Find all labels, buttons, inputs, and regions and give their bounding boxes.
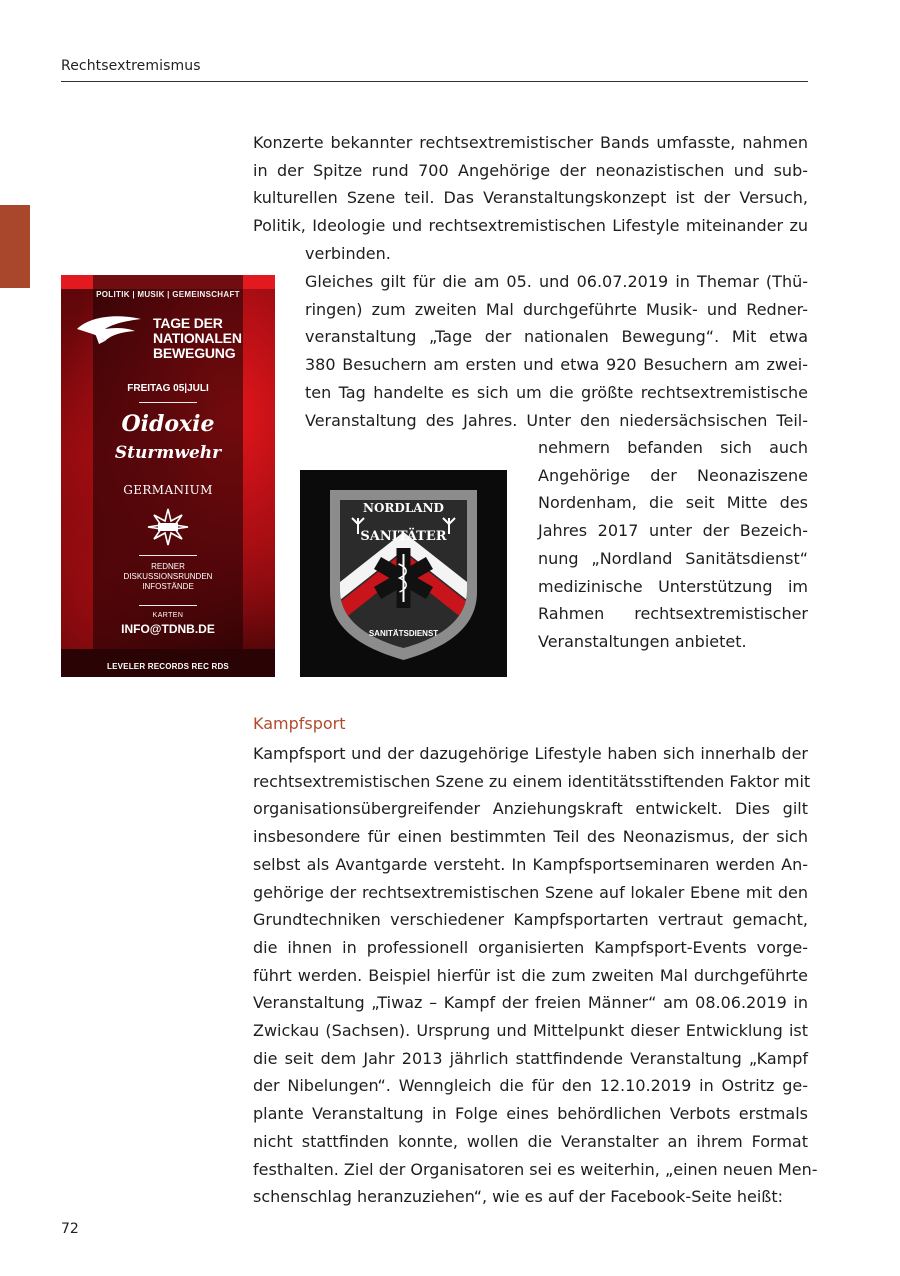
text-line: Jahres 2017 unter der Bezeich- [538, 521, 808, 541]
poster-divider [139, 605, 197, 606]
text-line: Kampfsport und der dazugehörige Lifestyle haben sich innerhalb der [253, 744, 808, 763]
event-poster-image [61, 275, 275, 677]
text-line: Politik, Ideologie und rechtsextremistischen Lifestyle miteinander zu [253, 216, 808, 236]
paragraph-themar [305, 268, 808, 434]
badge-graphic [300, 470, 507, 677]
text-line: die seit dem Jahr 2013 jährlich stattfindende Veranstaltung „Kampf [253, 1048, 808, 1068]
poster-sponsors: LEVELER RECORDS REC RDS [107, 662, 229, 671]
text-line: medizinische Unterstützung im [538, 576, 808, 596]
page-number: 72 [61, 1221, 79, 1237]
poster-rubric: POLITIK | MUSIK | GEMEINSCHAFT [96, 290, 240, 299]
poster-title-line: TAGE DER [153, 315, 223, 331]
text-line: veranstaltung „Tage der nationalen Bewegung“. Mit etwa [305, 327, 808, 347]
text-line: verbinden. [305, 244, 391, 263]
text-line: Rahmen rechtsextremistischer [538, 604, 808, 624]
paragraph-nordland [538, 434, 808, 656]
text-line: schenschlag heranzuziehen“, wie es auf der Facebook-Seite heißt: [253, 1187, 784, 1207]
poster-contact-label: KARTEN [152, 612, 184, 619]
text-line: Angehörige der Neonaziszene [538, 465, 808, 485]
poster-divider [139, 402, 197, 403]
text-line: Nordenham, die seit Mitte des [538, 493, 808, 513]
text-line: Gleiches gilt für die am 05. und 06.07.2019 in Themar (Thü- [305, 272, 808, 291]
text-line: die ihnen in professionell organisierten Kampfsport-Events vorge- [253, 937, 808, 957]
text-line: nehmern befanden sich auch [538, 438, 808, 457]
text-line: der Nibelungen“. Wenngleich die für den 12.10.2019 in Ostritz ge- [253, 1076, 808, 1096]
text-line: Veranstaltung des Jahres. Unter den niedersächsischen Teil- [305, 410, 808, 430]
poster-band: GERMANIUM [123, 483, 213, 497]
poster-title [153, 316, 263, 361]
poster-date: FREITAG 05|JULI [127, 383, 209, 394]
text-line: insbesondere für einen bestimmten Teil des Neonazismus, der sich [253, 827, 808, 847]
text-line: organisationsübergreifender Anziehungskraft entwickelt. Dies gilt [253, 799, 808, 819]
badge-bottom-text: SANITÄTSDIENST [368, 629, 439, 638]
running-head: Rechtsextremismus [61, 58, 201, 74]
text-line: kulturellen Szene teil. Das Veranstaltungskonzept ist der Versuch, [253, 188, 808, 208]
poster-program [61, 562, 275, 592]
text-line: 380 Besuchern am ersten und etwa 920 Besuchern am zwei- [305, 355, 808, 375]
text-line: Veranstaltungen anbietet. [538, 631, 747, 651]
poster-band: Oidoxie [121, 411, 215, 437]
text-line: ten Tag handelte es sich um die größte rechtsextremistische [305, 382, 808, 402]
text-line: Konzerte bekannter rechtsextremistischer Bands umfasste, nahmen [253, 133, 808, 152]
poster-program-line: REDNER [151, 562, 185, 571]
text-line: in der Spitze rund 700 Angehörige der neonazistischen und sub- [253, 160, 808, 180]
text-line: Grundtechniken verschiedener Kampfsportarten vertraut gemacht, [253, 910, 808, 930]
poster-band: Sturmwehr [114, 443, 222, 463]
nordland-badge-image [300, 470, 507, 677]
paragraph-kampfsport [253, 740, 818, 1211]
header-rule [61, 81, 808, 82]
poster-program-line: INFOSTÄNDE [142, 582, 194, 591]
text-line: gehörige der rechtsextremistischen Szene auf lokaler Ebene mit den [253, 882, 808, 902]
badge-top-text: NORDLAND [363, 501, 444, 515]
band-logo-icon [144, 507, 192, 547]
chapter-marker-tab [0, 205, 30, 288]
text-line: plante Veranstaltung in Folge eines behördlichen Verbots erstmals [253, 1104, 808, 1124]
text-line: ringen) zum zweiten Mal durchgeführte Musik- und Redner- [305, 299, 808, 319]
eagle-emblem-icon [75, 311, 143, 345]
text-line: nung „Nordland Sanitätsdienst“ [538, 548, 808, 568]
paragraph-concerts [253, 129, 808, 240]
poster-program-line: DISKUSSIONSRUNDEN [123, 572, 213, 581]
text-line: rechtsextremistischen Szene zu einem identitätsstiftenden Faktor mit [253, 771, 811, 791]
poster-title-line: NATIONALEN [153, 330, 242, 346]
text-line: festhalten. Ziel der Organisatoren sei es weiterhin, „einen neuen Men- [253, 1159, 818, 1179]
text-line: Zwickau (Sachsen). Ursprung und Mittelpunkt dieser Entwicklung ist [253, 1021, 808, 1041]
paragraph-concerts-tail [305, 240, 808, 268]
poster-title-line: BEWEGUNG [153, 345, 236, 361]
text-line: Veranstaltung „Tiwaz – Kampf der freien Männer“ am 08.06.2019 in [253, 993, 808, 1013]
poster-divider [139, 555, 197, 556]
text-line: selbst als Avantgarde versteht. In Kampfsportseminaren werden An- [253, 854, 808, 874]
poster-contact-email: INFO@TDNB.DE [121, 622, 215, 636]
text-line: führt werden. Beispiel hierfür ist die zum zweiten Mal durchgeführte [253, 965, 808, 985]
text-line: nicht stattfinden konnte, wollen die Veranstalter an ihrem Format [253, 1131, 808, 1151]
section-heading: Kampfsport [253, 714, 346, 733]
badge-middle-text: SANITÄTER [360, 529, 447, 544]
